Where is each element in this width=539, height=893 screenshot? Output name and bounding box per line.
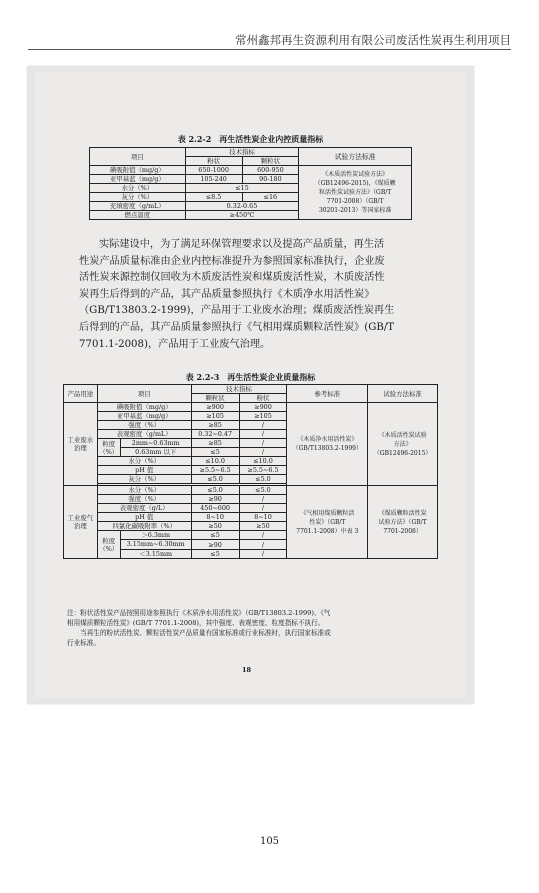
table-cell: ＜3.15mm xyxy=(120,550,191,559)
scanned-page xyxy=(27,66,474,704)
body-paragraph xyxy=(79,237,449,353)
table-cell: / xyxy=(239,495,287,504)
note-line: 当再生的粉状活性炭、颗粒活性炭产品质量有国家标准或行业标准时，执行国家标准或 xyxy=(67,629,331,637)
table-cell: ≥90 xyxy=(191,495,239,504)
table-note xyxy=(67,608,453,648)
table2 xyxy=(63,384,438,559)
table-cell: ＞6.3mm xyxy=(120,531,191,540)
paragraph-line: 性炭产品质量标准由企业内控标准提升为参照国家标准执行，企业废 xyxy=(79,255,385,267)
table-cell: 600-950 xyxy=(242,166,299,175)
table1-header-item: 项目 xyxy=(90,148,186,166)
paragraph-line: 实际建设中，为了满足环保管理要求以及提高产品质量，再生活 xyxy=(99,239,385,250)
table1-header-powder: 粉状 xyxy=(185,157,242,166)
table-cell: ≤5 xyxy=(191,550,239,559)
table-cell: 碘吸附值（mg/g） xyxy=(90,166,186,175)
table-cell: / xyxy=(239,448,287,457)
table-cell: 灰分（%） xyxy=(97,475,191,484)
table-cell: ≥50 xyxy=(191,522,239,531)
table-cell: ≥900 xyxy=(239,403,287,412)
water-ref xyxy=(287,403,368,486)
table-cell: 燃点温度 xyxy=(90,211,186,220)
ref-line: （GB/T13803.2-1999） xyxy=(292,445,362,452)
table-cell: ≤5 xyxy=(191,448,239,457)
table-cell: 四氯化碳吸附率（%） xyxy=(97,522,191,531)
table-cell: / xyxy=(239,540,287,550)
paragraph-line: 后得到的产品，其产品质量参照执行《气相用煤质颗粒活性炭》(GB/T xyxy=(79,321,395,333)
air-method xyxy=(368,486,438,559)
method-line: 《煤质颗粒活性炭 xyxy=(378,509,427,517)
table-cell: 灰分（%） xyxy=(90,193,186,202)
ref-line: 7701.1-2008）中表 3 xyxy=(296,527,359,535)
table-cell: / xyxy=(239,421,287,430)
method-line: （GB12496-2015） xyxy=(373,449,432,457)
header-title: 常州鑫邦再生资源利用有限公司废活性炭再生利用项目 xyxy=(235,33,511,47)
table1-header-tech: 技术指标 xyxy=(185,148,299,157)
table-cell: ≤5.0 xyxy=(239,486,287,495)
table2-header-granule: 颗粒状 xyxy=(191,394,239,403)
method-line: 方法》 xyxy=(393,440,412,448)
table-cell: ≤5.0 xyxy=(239,475,287,484)
use-water: 工业废水治理 xyxy=(64,403,98,486)
table-cell: 450~600 xyxy=(191,504,239,513)
paragraph-line: 活性炭来源控制仅回收为木质废活性炭和煤质废活性炭，木质废活性 xyxy=(79,272,385,284)
page-header xyxy=(28,33,511,50)
method-line: 7701-2008） xyxy=(383,527,422,535)
table-cell: ≥90 xyxy=(191,540,239,550)
table2-header-ref: 参考标准 xyxy=(287,385,368,403)
table-cell: 强度（%） xyxy=(97,421,191,430)
table-cell: ≥50 xyxy=(239,522,287,531)
table-cell: 90-180 xyxy=(242,175,299,184)
table-cell: 2mm~0.63mm xyxy=(120,439,191,448)
table-cell: 表观密度（g/L） xyxy=(97,504,191,513)
table-row xyxy=(64,385,438,394)
table-cell: 粒度（%） xyxy=(97,439,120,457)
table-cell: pH 值 xyxy=(97,466,191,475)
table-row xyxy=(64,486,438,495)
table-cell: / xyxy=(239,430,287,439)
ref-line: 《木质净水用活性炭》 xyxy=(297,436,358,443)
table-cell: 水分（%） xyxy=(97,486,191,495)
page-number: 105 xyxy=(259,836,280,847)
table-cell: 表观密度（g/mL） xyxy=(97,430,191,439)
table-cell: / xyxy=(239,550,287,559)
table-cell: 水分（%） xyxy=(90,184,186,193)
method-line: （GB12496-2015)，《煤质颗 xyxy=(314,180,396,187)
paragraph-line: 炭再生后得到的产品，其产品质量参照执行《木质净水用活性炭》 xyxy=(79,288,375,300)
table-cell: ≥105 xyxy=(191,412,239,421)
table-cell: / xyxy=(239,504,287,513)
air-ref xyxy=(287,486,368,559)
table-row xyxy=(90,166,412,175)
table-cell: ≥900 xyxy=(191,403,239,412)
water-method xyxy=(368,403,438,486)
method-line: 试验方法》（GB/T xyxy=(378,518,427,526)
table-row xyxy=(64,403,438,412)
method-line: 30201-2013）等国家标准 xyxy=(318,207,392,214)
note-line: 注：粉状活性炭产品按照用途参照执行《木质净水用活性炭》（GB/T13803.2-1999)、《气 xyxy=(67,609,331,617)
table-cell: 0.63mm 以下 xyxy=(120,448,191,457)
use-air: 工业废气治理 xyxy=(64,486,98,559)
table-cell: ≤5.0 xyxy=(191,475,239,484)
table-cell: 水分（%） xyxy=(97,457,191,466)
paragraph-line: 7701.1-2008)，产品用于工业废气治理。 xyxy=(79,338,271,350)
table-cell: 8~10 xyxy=(191,513,239,522)
table-cell: 105-240 xyxy=(185,175,242,184)
method-line: 《木质活性炭试验方法》 xyxy=(322,171,389,178)
method-line: 《木质活性炭试验 xyxy=(378,431,427,439)
table1-header-granule: 颗粒状 xyxy=(242,157,299,166)
method-line: 粒活性炭试验方法》（GB/T xyxy=(319,189,392,196)
table-cell: 0.32-0.65 xyxy=(185,202,299,211)
scanned-paper xyxy=(35,72,466,698)
table-cell: 粒度（%） xyxy=(97,531,120,559)
note-line: 行业标准。 xyxy=(67,639,100,647)
table-cell: ≥85 xyxy=(191,439,239,448)
table-cell: 亚甲基蓝（mg/g） xyxy=(97,412,191,421)
table-cell: ≤15 xyxy=(185,184,299,193)
table-cell: ≥105 xyxy=(239,412,287,421)
table2-header-tech: 技术指标 xyxy=(191,385,287,394)
table-cell: 碘吸附值（mg/g） xyxy=(97,403,191,412)
table-cell: 650-1000 xyxy=(185,166,242,175)
paragraph-line: （GB/T13803.2-1999)，产品用于工业废水治理；煤质废活性炭再生 xyxy=(79,305,395,317)
table2-caption: 表 2.2-3 再生活性炭企业质量指标 xyxy=(185,372,316,382)
table1-caption: 表 2.2-2 再生活性炭企业内控质量指标 xyxy=(177,134,324,144)
table1-header-method: 试验方法标准 xyxy=(299,148,412,166)
table1 xyxy=(89,147,412,220)
table-cell: ≤5 xyxy=(191,531,239,540)
table-cell: 亚甲基蓝（mg/g） xyxy=(90,175,186,184)
table-cell: 充填密度（g/mL） xyxy=(90,202,186,211)
method-line: 7701-2008）（GB/T xyxy=(326,198,384,205)
table2-header-item: 项目 xyxy=(97,385,191,403)
ref-line: 性炭》（GB/T xyxy=(309,518,346,526)
table-cell: ≤5.0 xyxy=(191,486,239,495)
table-cell: ≤10.0 xyxy=(239,457,287,466)
table-cell: 0.32~0.47 xyxy=(191,430,239,439)
inner-page-number: 18 xyxy=(242,666,252,674)
table-cell: ≥450℃ xyxy=(185,211,299,220)
table-cell: ≥5.5~6.5 xyxy=(191,466,239,475)
table2-header-use: 产品用途 xyxy=(64,385,98,403)
table2-header-powder: 粉状 xyxy=(239,394,287,403)
note-line: 相用煤质颗粒活性炭》(GB/T 7701.1-2008)，其中强度、表观密度、粒度指标不执行。 xyxy=(67,619,325,627)
table1-method-cell xyxy=(299,166,412,220)
table-cell: ≤8.5 xyxy=(185,193,242,202)
table-cell: 3.15mm~6.30mm xyxy=(120,540,191,550)
ref-line: 《气相用煤质颗粒活 xyxy=(300,509,355,517)
table-row xyxy=(90,148,412,157)
table-cell: / xyxy=(239,531,287,540)
table2-header-method: 试验方法标准 xyxy=(368,385,438,403)
table-cell: ≤10.0 xyxy=(191,457,239,466)
table-cell: ≥5.5~6.5 xyxy=(239,466,287,475)
table-cell: ≤16 xyxy=(242,193,299,202)
table-cell: 8~10 xyxy=(239,513,287,522)
table-cell: / xyxy=(239,439,287,448)
table-cell: 强度（%） xyxy=(97,495,191,504)
table-cell: ≥85 xyxy=(191,421,239,430)
table-cell: pH 值 xyxy=(97,513,191,522)
